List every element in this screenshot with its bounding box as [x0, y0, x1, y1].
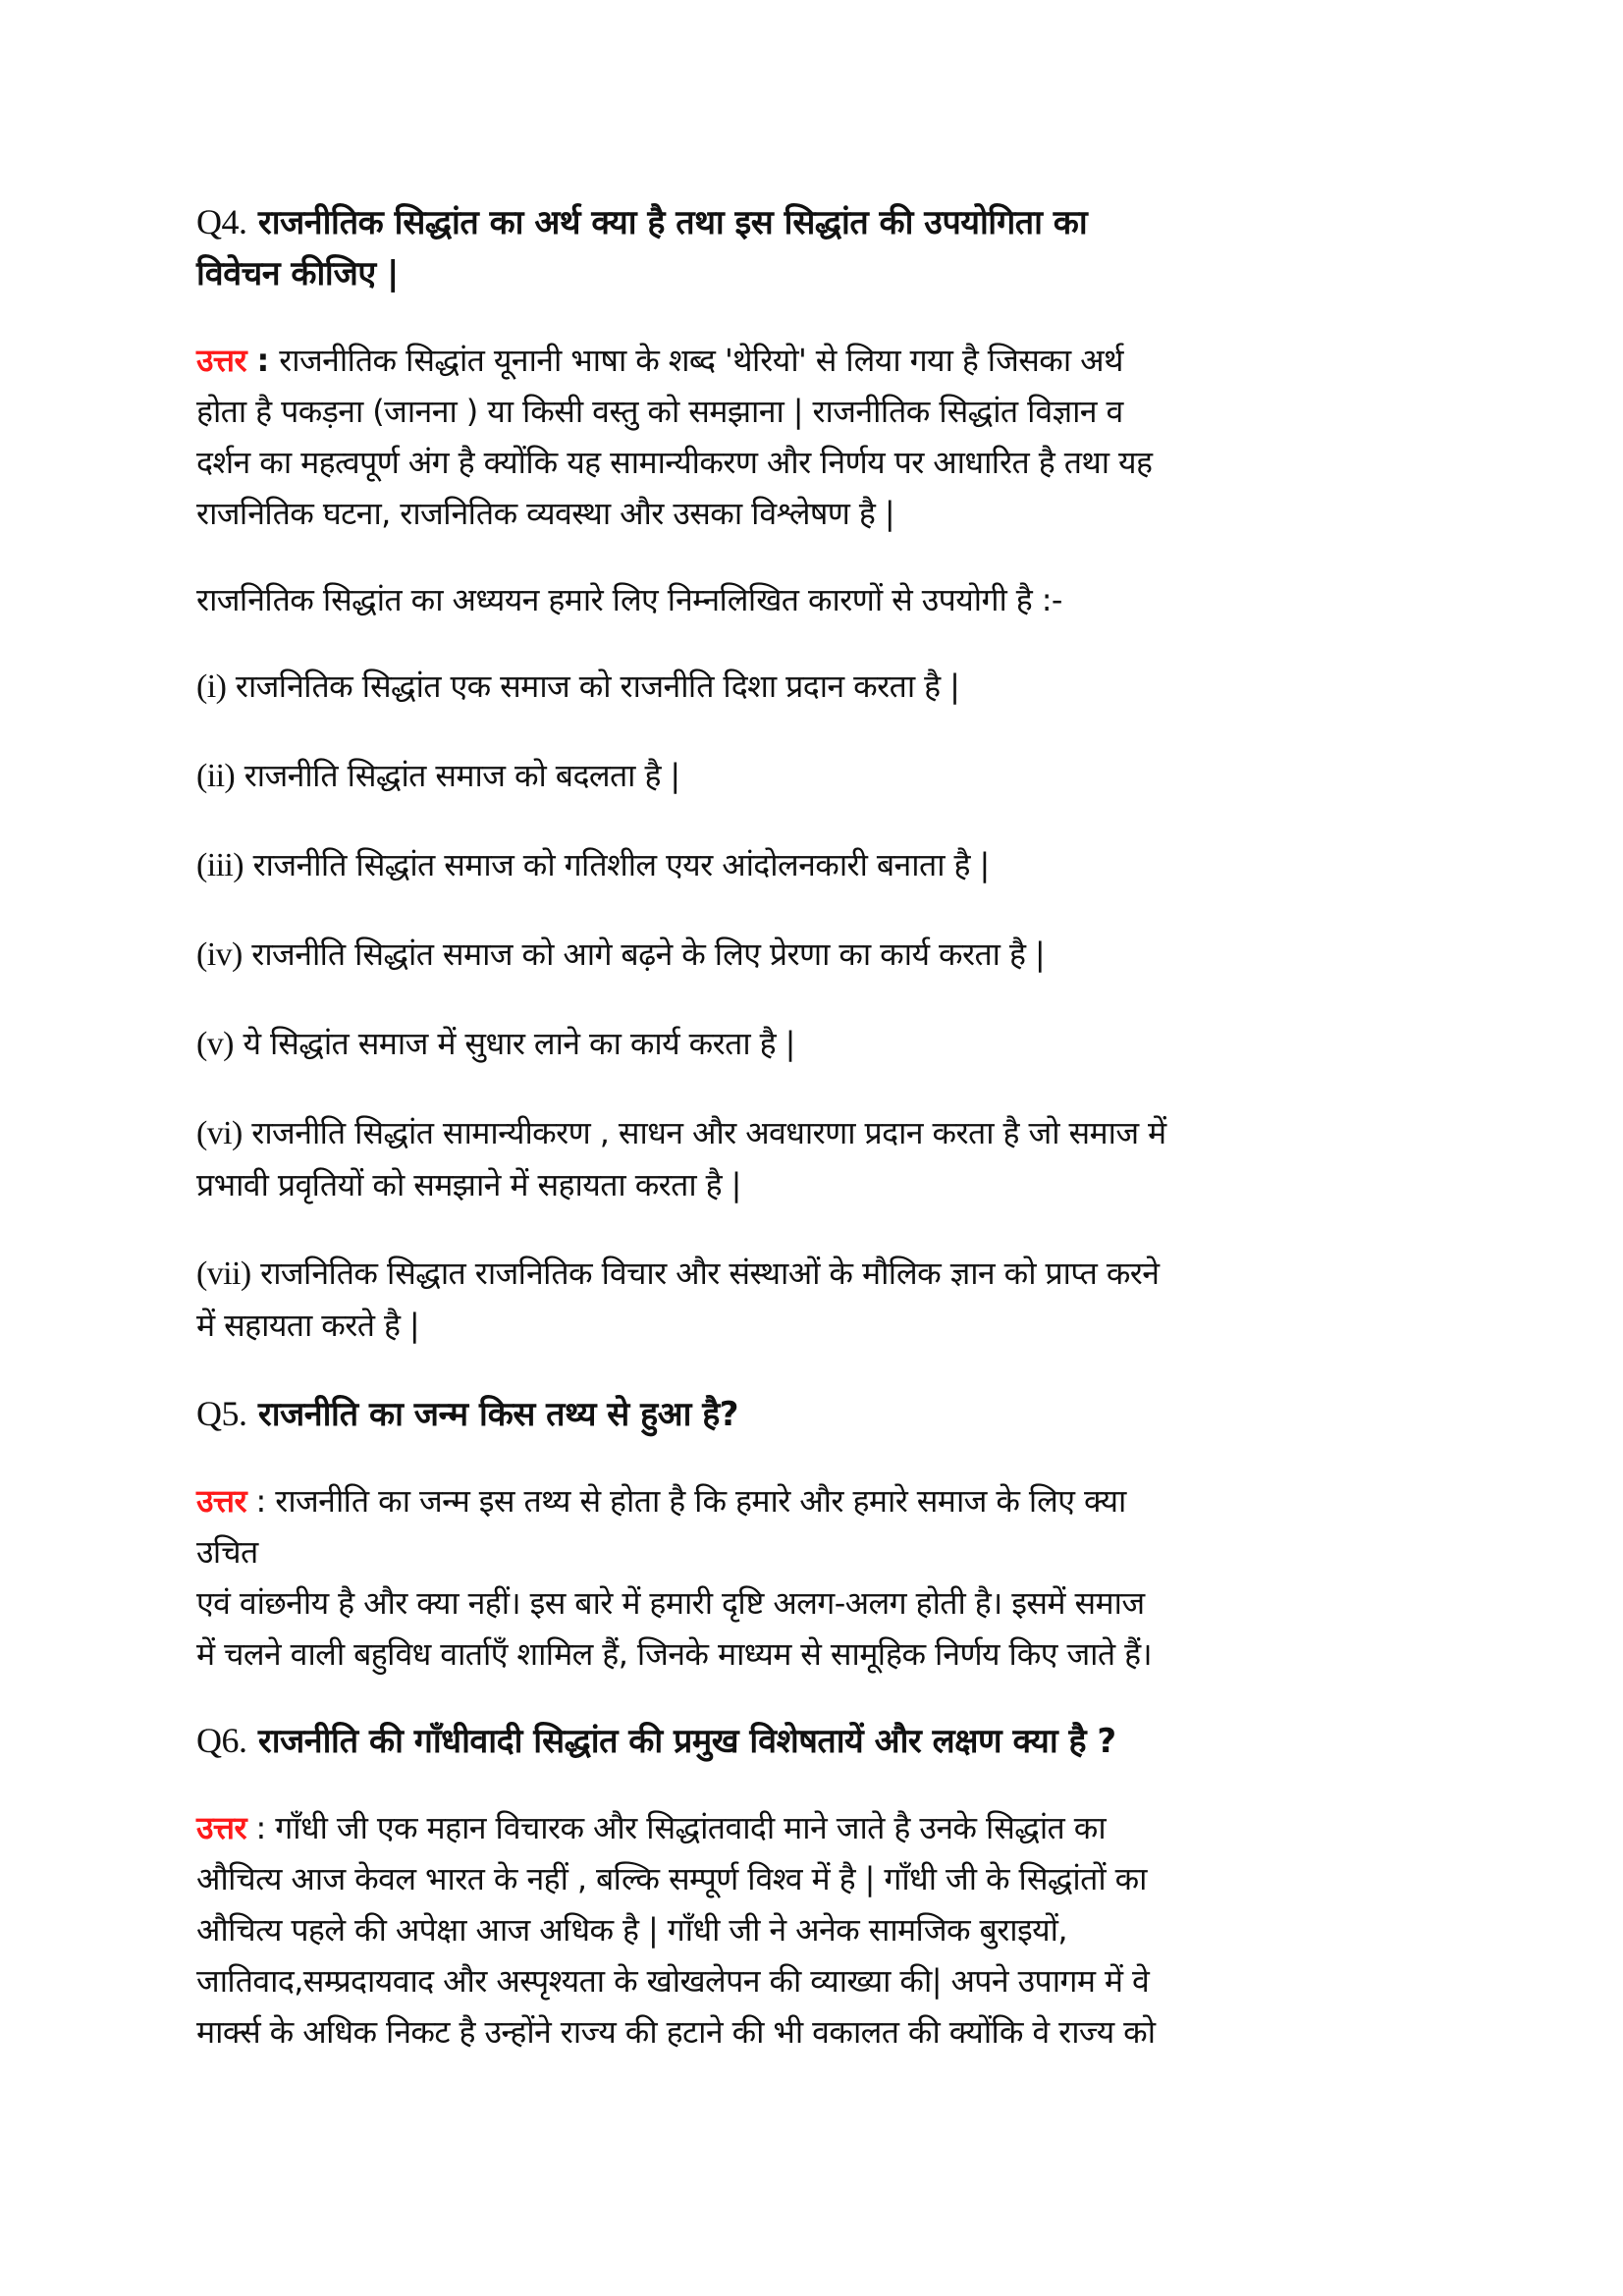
answer-label: उत्तर — [196, 342, 246, 379]
answer-line: जातिवाद,सम्प्रदायवाद और अस्पृश्यता के खोखलेपन की व्याख्या की| अपने उपागम में वे — [196, 1962, 1150, 2000]
answer-line: एवं वांछनीय है और क्या नहीं। इस बारे में हमारी दृष्टि अलग-अलग होती है। इसमें समाज — [196, 1584, 1145, 1622]
point-text: राजनीति सिद्धांत समाज को गतिशील एयर आंदोलनकारी बनाता है | — [252, 846, 990, 883]
answer-line: दर्शन का महत्वपूर्ण अंग है क्योंकि यह सामान्यीकरण और निर्णय पर आधारित है तथा यह — [196, 444, 1153, 481]
question-6-answer — [196, 1802, 1434, 2057]
question-6-section — [196, 1715, 1434, 2057]
question-5-number: Q5. — [196, 1394, 247, 1433]
point-number: (vii) — [196, 1255, 251, 1292]
answer-line — [196, 1475, 1434, 1526]
answer-line — [196, 335, 1434, 386]
answer-text: राजनीति का जन्म इस तथ्य से होता है कि हमारे और हमारे समाज के लिए क्या — [275, 1482, 1126, 1520]
point-number: (iv) — [196, 936, 243, 973]
point-line: में सहायता करते है | — [196, 1307, 420, 1344]
question-4-number: Q4. — [196, 202, 247, 241]
answer-line: औचित्य आज केवल भारत के नहीं , बल्कि सम्पूर्ण विश्व में है | गाँधी जी के सिद्धांतों का — [196, 1860, 1147, 1897]
question-6-number: Q6. — [196, 1721, 247, 1760]
point-number: (vi) — [196, 1115, 243, 1151]
point-number: (iii) — [196, 847, 243, 883]
answer-colon: : — [245, 342, 280, 379]
point-iii — [196, 839, 1434, 891]
point-number: (v) — [196, 1026, 234, 1062]
point-v — [196, 1018, 1434, 1070]
question-4-title-line-2: विवेचन कीजिए | — [196, 254, 399, 294]
point-text: ये सिद्धांत समाज में सुधार लाने का कार्य करता है | — [243, 1025, 795, 1062]
uses-intro: राजनितिक सिद्धांत का अध्ययन हमारे लिए निम्नलिखित कारणों से उपयोगी है :- — [196, 581, 1062, 618]
question-4-title-line-1 — [196, 196, 1434, 248]
question-5-heading — [196, 1388, 1434, 1440]
answer-label: उत्तर — [196, 1482, 246, 1520]
answer-colon: : — [245, 1482, 276, 1520]
point-text: राजनितिक सिद्धात राजनितिक विचार और संस्थाओं के मौलिक ज्ञान को प्राप्त करने — [260, 1255, 1160, 1292]
point-ii — [196, 750, 1434, 802]
point-line — [196, 1107, 1434, 1159]
point-vi — [196, 1107, 1434, 1210]
question-4-title-text-1: राजनीतिक सिद्धांत का अर्थ क्या है तथा इस सिद्धांत की उपयोगिता का — [257, 203, 1088, 242]
answer-line: उचित — [196, 1533, 258, 1571]
question-5-title: राजनीति का जन्म किस तथ्य से हुआ है? — [257, 1395, 738, 1434]
answer-line: राजनितिक घटना, राजनितिक व्यवस्था और उसका विश्लेषण है | — [196, 495, 895, 532]
point-text: राजनीति सिद्धांत समाज को आगे बढ़ने के लिए प्रेरणा का कार्य करता है | — [251, 935, 1046, 973]
question-6-title: राजनीति की गाँधीवादी सिद्धांत की प्रमुख विशेषतायें और लक्षण क्या है ? — [257, 1722, 1116, 1761]
answer-text: गाँधी जी एक महान विचारक और सिद्धांतवादी माने जाते है उनके सिद्धांत का — [275, 1809, 1107, 1846]
point-number: (ii) — [196, 758, 236, 794]
point-text: राजनितिक सिद्धांत एक समाज को राजनीति दिशा प्रदान करता है | — [235, 667, 960, 705]
question-4-answer — [196, 335, 1434, 539]
question-4-heading — [196, 196, 1434, 299]
point-text: राजनीति सिद्धांत सामान्यीकरण , साधन और अवधारणा प्रदान करता है जो समाज में — [251, 1114, 1166, 1151]
document-page — [196, 196, 1434, 2093]
answer-label: उत्तर — [196, 1809, 246, 1846]
point-line: प्रभावी प्रवृतियों को समझाने में सहायता करता है | — [196, 1166, 741, 1203]
question-4-section — [196, 196, 1434, 1351]
point-line — [196, 1248, 1434, 1300]
answer-line: औचित्य पहले की अपेक्षा आज अधिक है | गाँधी जी ने अनेक सामजिक बुराइयों, — [196, 1911, 1067, 1949]
answer-line: मार्क्स के अधिक निकट है उन्होंने राज्य की हटाने की भी वकालत की क्योंकि वे राज्य को — [196, 2013, 1156, 2051]
answer-line: में चलने वाली बहुविध वार्ताएँ शामिल हैं, जिनके माध्यम से सामूहिक निर्णय किए जाते हैं। — [196, 1635, 1153, 1673]
question-6-heading — [196, 1715, 1434, 1767]
question-5-answer — [196, 1475, 1434, 1680]
point-i — [196, 661, 1434, 713]
question-5-section — [196, 1388, 1434, 1680]
point-text: राजनीति सिद्धांत समाज को बदलता है | — [243, 757, 680, 794]
point-vii — [196, 1248, 1434, 1351]
answer-text: राजनीतिक सिद्धांत यूनानी भाषा के शब्द 'थेरियो' से लिया गया है जिसका अर्थ — [279, 342, 1123, 379]
point-number: (i) — [196, 668, 227, 705]
answer-line — [196, 1802, 1434, 1853]
point-iv — [196, 929, 1434, 981]
answer-colon: : — [245, 1809, 276, 1846]
answer-line: होता है पकड़ना (जानना ) या किसी वस्तु को समझाना | राजनीतिक सिद्धांत विज्ञान व — [196, 393, 1123, 430]
